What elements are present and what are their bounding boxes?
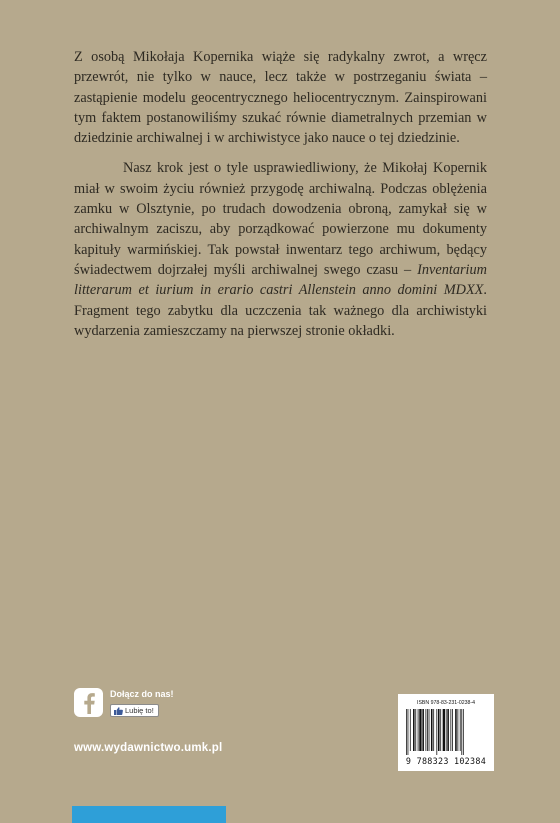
- accent-strip: [72, 806, 226, 823]
- barcode-bar: [431, 709, 433, 751]
- facebook-icon[interactable]: [74, 688, 103, 717]
- back-cover-text: [74, 47, 487, 341]
- facebook-f-glyph: [82, 692, 96, 714]
- like-label: Lubię to!: [125, 706, 154, 715]
- barcode-bar: [429, 709, 430, 751]
- barcode-bar: [418, 709, 419, 751]
- barcode-bar: [440, 709, 441, 751]
- isbn-barcode: [398, 694, 494, 771]
- barcode-bar: [460, 709, 461, 751]
- paragraph-2: [74, 158, 487, 341]
- paragraph-2-end: . Fragment tego zabytku dla uczczenia tak ważnego dla archiwistyki wydarzenia zamieszczamy na pierwszej stronie okładki.: [74, 282, 487, 339]
- barcode-bar: [419, 709, 421, 751]
- barcode-bar: [413, 709, 415, 751]
- barcode-bar: [410, 709, 411, 751]
- inventarium-title: Inventarium litterarum et iurium in erario castri Allenstein anno domini MDXX: [74, 261, 487, 299]
- website-link[interactable]: www.wydawnictwo.umk.pl: [74, 742, 223, 754]
- barcode-bar: [426, 709, 427, 751]
- barcode-bars: [406, 709, 486, 755]
- thumbs-up-icon: [114, 707, 123, 715]
- barcode-bar: [433, 709, 434, 751]
- barcode-bar: [455, 709, 457, 751]
- isbn-label: ISBN 978-83-231-0238-4: [417, 700, 475, 706]
- barcode-bar: [408, 709, 409, 755]
- like-button[interactable]: [110, 704, 159, 717]
- barcode-bar: [436, 709, 437, 755]
- social-section: [74, 688, 174, 720]
- barcode-bar: [438, 709, 440, 751]
- barcode-bar: [446, 709, 447, 751]
- barcode-bar: [443, 709, 445, 751]
- barcode-digits: 9 788323 102384: [405, 756, 487, 766]
- barcode-bar: [415, 709, 416, 751]
- barcode-bar: [452, 709, 453, 751]
- barcode-bar: [450, 709, 451, 751]
- paragraph-1: Z osobą Mikołaja Kopernika wiąże się radykalny zwrot, a wręcz przewrót, nie tylko w nauce, lecz także w postrzeganiu świata – zastąpienie modelu geocentrycznego heliocentrycznym. Zainspirowani tym faktem postanowiliśmy szukać równie diametralnych przemian w dziedzinie archiwalnej i w archiwistyce jako nauce o tej dziedzinie.: [74, 49, 487, 147]
- barcode-bar: [447, 709, 449, 751]
- paragraph-2-start: Nasz krok jest o tyle usprawiedliwiony, że Mikołaj Kopernik miał w swoim życiu również przygodę archiwalną. Podczas oblężenia zamku w Olsztynie, po trudach dowodzenia obroną, zamykał się w archiwalnym zaciszu, aby porządkować powierzone mu dokumenty kapituły warmińskiej. Tak powstał inwentarz tego archiwum, będący świadectwem dojrzałej myśli archiwalnej swego czasu –: [74, 160, 487, 278]
- barcode-bar: [427, 709, 428, 751]
- barcode-bar: [422, 709, 424, 751]
- join-us-text: Dołącz do nas!: [110, 689, 174, 699]
- barcode-bar: [461, 709, 462, 755]
- barcode-bar: [457, 709, 458, 751]
- barcode-bar: [463, 709, 464, 755]
- barcode-bar: [406, 709, 407, 755]
